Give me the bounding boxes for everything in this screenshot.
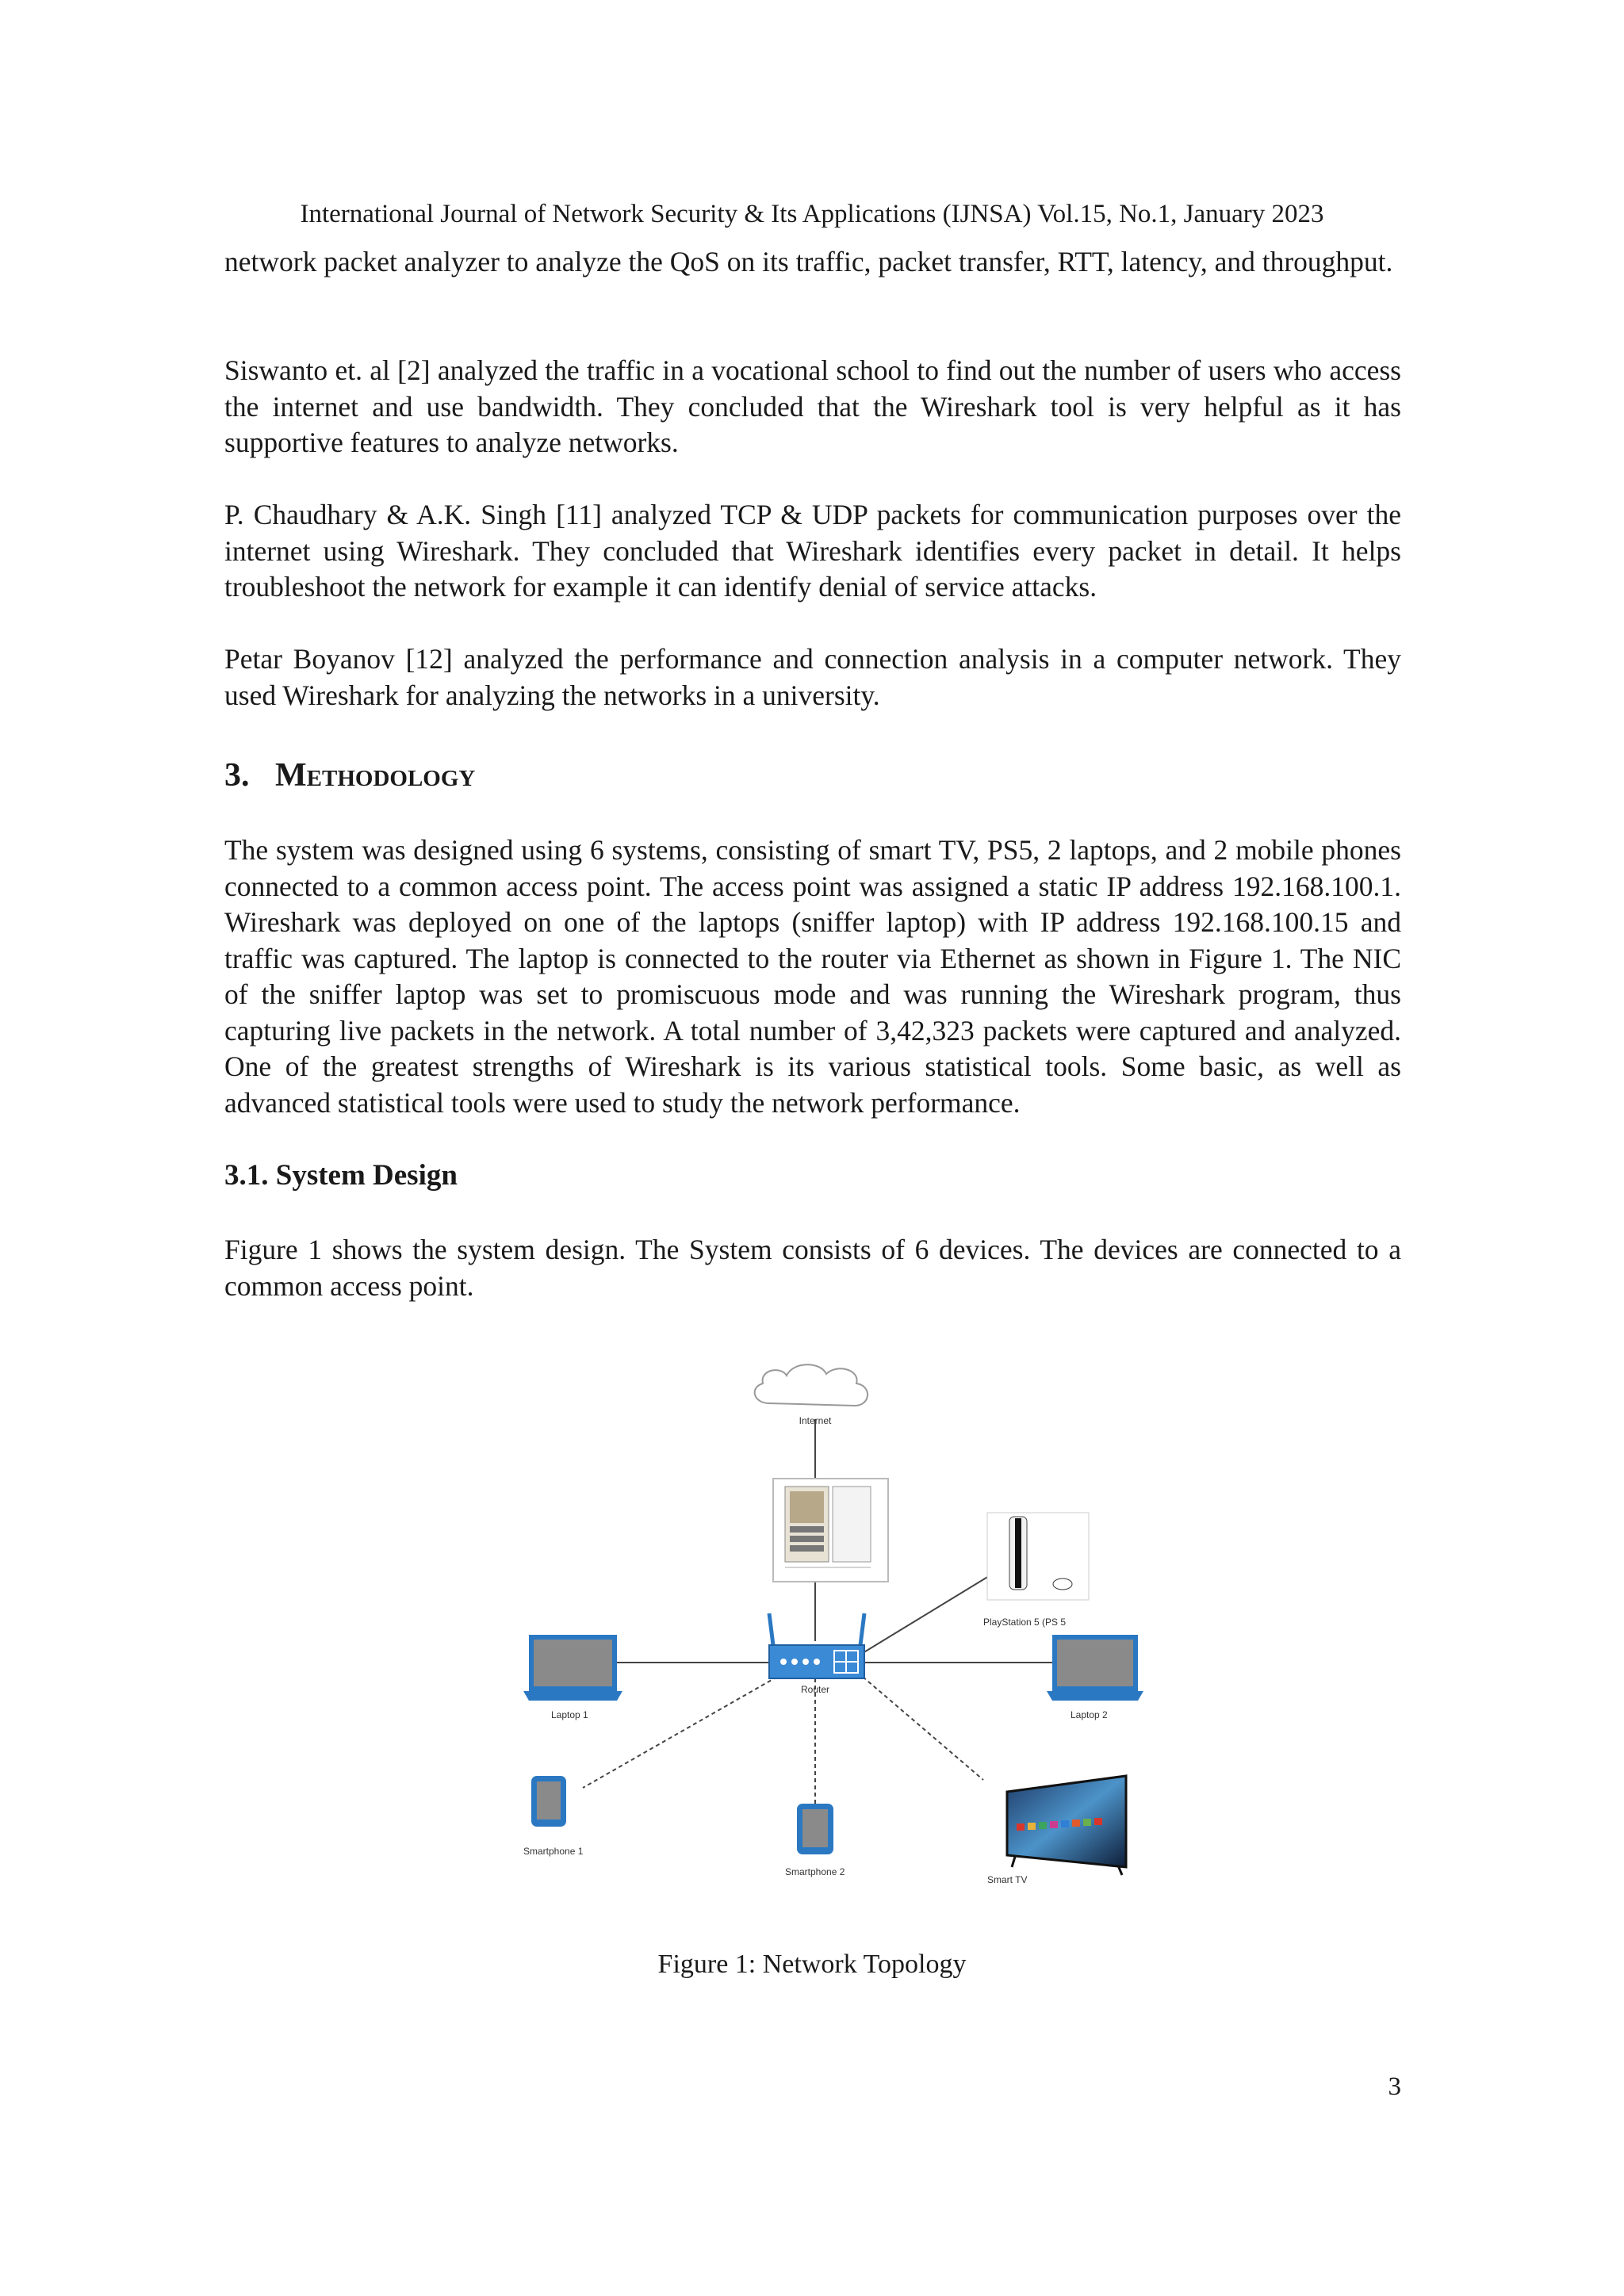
running-head: International Journal of Network Security & Its Applications (IJNSA) Vol.15, No.1, January 2023: [300, 200, 1324, 228]
laptop-icon: [523, 1637, 622, 1701]
cloud-icon: [755, 1364, 868, 1406]
router-label: Router: [800, 1684, 830, 1695]
laptop-2-label: Laptop 2: [1071, 1709, 1108, 1720]
subsection-heading: [224, 1157, 458, 1195]
subsection-title: System Design: [275, 1159, 458, 1192]
section-title: Methodology: [275, 757, 476, 794]
smartphone-1-label: Smartphone 1: [523, 1846, 584, 1857]
laptop-icon: [1047, 1637, 1143, 1701]
page-number: 3: [1388, 2072, 1401, 2101]
internet-label: Internet: [799, 1415, 832, 1426]
paragraph-chaudhary-singh: P. Chaudhary & A.K. Singh [11] analyzed TCP & UDP packets for communication purposes over the internet using Wireshark. They concluded that Wireshark identifies every packet in detail. It helps troubleshoot the network for example it can identify denial of service attacks.: [224, 499, 1401, 603]
network-topology-figure: [508, 1360, 1174, 1883]
smartphone-icon: [531, 1776, 566, 1827]
subsection-number: 3.1.: [224, 1159, 269, 1192]
paragraph-boyanov: Petar Boyanov [12] analyzed the performance and connection analysis in a computer network. They used Wireshark for analyzing the networks in a university.: [224, 643, 1401, 711]
smart-tv-label: Smart TV: [987, 1874, 1028, 1883]
smartphone-2-label: Smartphone 2: [785, 1866, 845, 1877]
smartphone-icon: [797, 1804, 833, 1854]
smart-tv-icon: [1007, 1776, 1126, 1875]
connection-lines: [583, 1419, 1055, 1804]
ps5-icon: [987, 1513, 1089, 1600]
section-heading: [224, 755, 475, 796]
router-icon: [769, 1613, 864, 1678]
server-cabinet-icon: [773, 1479, 888, 1582]
section-number: 3.: [224, 757, 250, 794]
paragraph-system-design: Figure 1 shows the system design. The System consists of 6 devices. The devices are connected to a common access point.: [224, 1234, 1401, 1302]
laptop-1-label: Laptop 1: [551, 1709, 588, 1720]
paragraph-intro-continued: network packet analyzer to analyze the QoS on its traffic, packet transfer, RTT, latency, and throughput.: [224, 246, 1393, 277]
ps5-label: PlayStation 5 (PS 5: [983, 1617, 1067, 1628]
paragraph-methodology: The system was designed using 6 systems, consisting of smart TV, PS5, 2 laptops, and 2 mobile phones connected to a common access point. The access point was assigned a static IP address 192.168.100.1. Wireshark was deployed on one of the laptops (sniffer laptop) with IP address 192.168.100.15 and traffic was captured. The laptop is connected to the router via Ethernet as shown in Figure 1. The NIC of the sniffer laptop was set to promiscuous mode and was running the Wireshark program, thus capturing live packets in the network. A total number of 3,42,323 packets were captured and analyzed. One of the greatest strengths of Wireshark is its various statistical tools. Some basic, as well as advanced statistical tools were used to study the network performance.: [224, 834, 1401, 1119]
paragraph-siswanto: Siswanto et. al [2] analyzed the traffic in a vocational school to find out the number of users who access the internet and use bandwidth. They concluded that the Wireshark tool is very helpful as it has supportive features to analyze networks.: [224, 354, 1401, 458]
figure-caption: Figure 1: Network Topology: [657, 1950, 967, 1979]
